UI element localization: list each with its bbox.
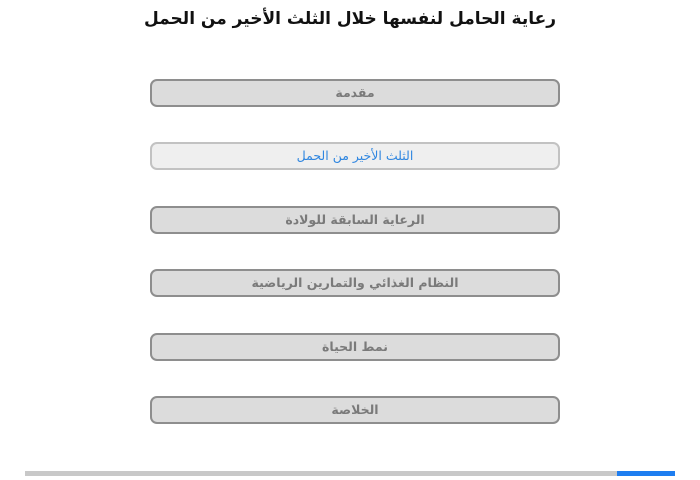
menu-item-diet-exercise[interactable]: النظام الغذائي والتمارين الرياضية <box>150 269 560 297</box>
menu-item-summary[interactable]: الخلاصة <box>150 396 560 424</box>
progress-bar <box>25 471 675 476</box>
section-menu <box>150 79 560 459</box>
menu-item-third-trimester[interactable]: الثلث الأخير من الحمل <box>150 142 560 170</box>
menu-item-lifestyle[interactable]: نمط الحياة <box>150 333 560 361</box>
page-title: رعاية الحامل لنفسها خلال الثلث الأخير من الحمل <box>143 9 557 29</box>
menu-item-prenatal-care[interactable]: الرعاية السابقة للولادة <box>150 206 560 234</box>
progress-bar-fill <box>617 471 676 476</box>
menu-item-introduction[interactable]: مقدمة <box>150 79 560 107</box>
